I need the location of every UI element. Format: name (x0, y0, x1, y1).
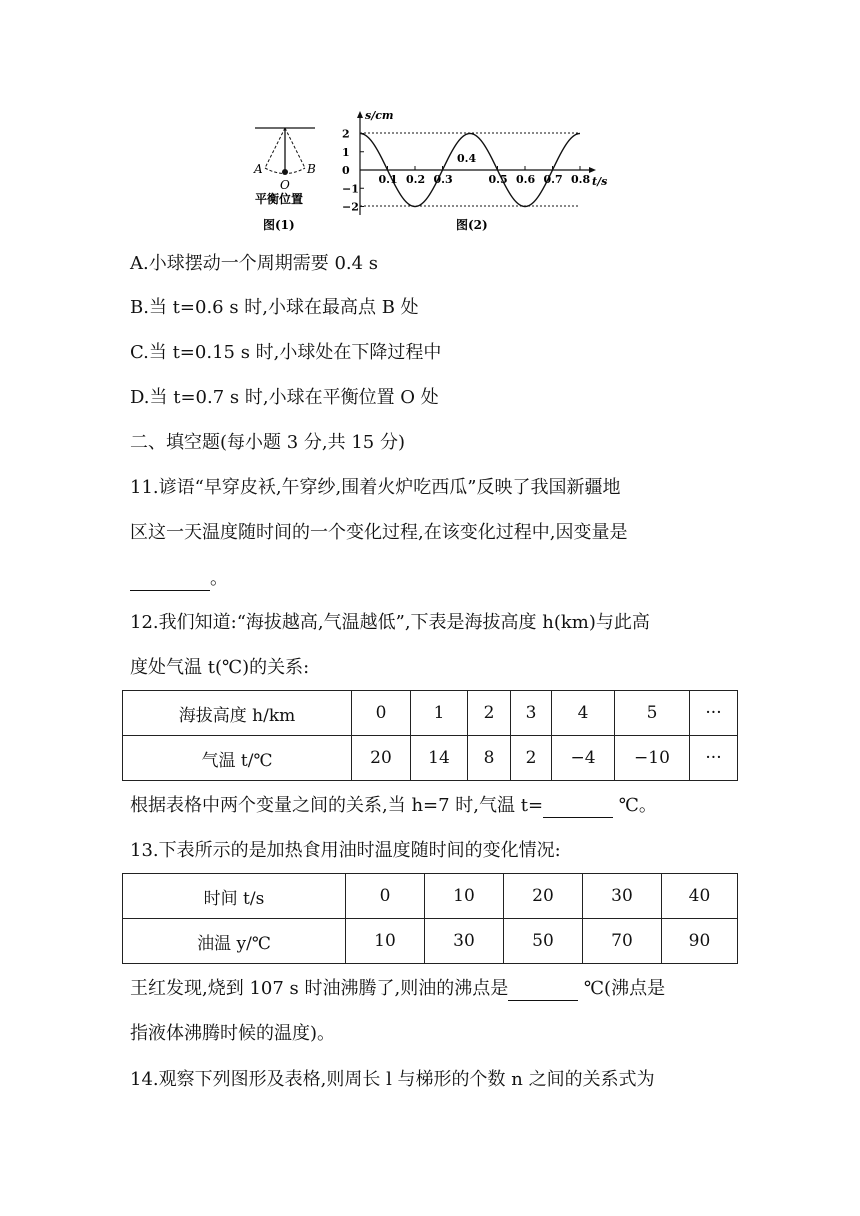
x-tick-label: 0.2 (406, 173, 426, 186)
table-cell: 时间 t/s (123, 874, 346, 919)
q14-line1: 14.观察下列图形及表格,则周长 l 与梯形的个数 n 之间的关系式为 (130, 1069, 655, 1090)
table-cell: 20 (504, 874, 583, 919)
table-cell: 1 (411, 691, 468, 736)
equilibrium-label: 平衡位置 (255, 192, 304, 206)
q12-line1: 12.我们知道:“海拔越高,气温越低”,下表是海拔高度 h(km)与此高 (130, 612, 650, 633)
x-tick-label: 0.3 (433, 173, 453, 186)
x-tick-label: 0.5 (488, 173, 508, 186)
figure-area (245, 105, 625, 235)
oil-temp-table (122, 873, 738, 964)
figures-svg (245, 105, 625, 235)
q11-line1: 11.谚语“早穿皮袄,午穿纱,围着火炉吃西瓜”反映了我国新疆地 (130, 477, 621, 498)
label-b: B (307, 162, 316, 176)
table-cell: 90 (662, 919, 738, 964)
x-tick-label: 0.7 (543, 173, 563, 186)
q13-followup-text: 王红发现,烧到 107 s 时油沸腾了,则油的沸点是 (130, 978, 509, 999)
q13-line3: 指液体沸腾时候的温度)。 (130, 1023, 336, 1044)
table-cell: ··· (690, 691, 738, 736)
q12-followup-text: 根据表格中两个变量之间的关系,当 h=7 时,气温 t= (130, 795, 544, 816)
table-cell: 0 (352, 691, 411, 736)
option-b: B.当 t=0.6 s 时,小球在最高点 B 处 (130, 297, 419, 318)
altitude-table (122, 690, 738, 781)
section-heading: 二、填空题(每小题 3 分,共 15 分) (130, 432, 406, 453)
x-axis-label: t/s (592, 175, 608, 188)
label-a: A (254, 162, 263, 176)
table-cell: 3 (511, 691, 552, 736)
pendulum-ball (282, 169, 288, 175)
table-cell: 20 (352, 736, 411, 781)
y-tick-label: 0 (342, 164, 350, 177)
table-cell: −10 (615, 736, 690, 781)
table-cell: 海拔高度 h/km (123, 691, 352, 736)
table-cell: 2 (468, 691, 511, 736)
x-tick-label: 0.6 (516, 173, 536, 186)
q12-followup-unit: ℃。 (613, 795, 657, 816)
y-tick-label: −2 (342, 200, 359, 214)
table-cell: 2 (511, 736, 552, 781)
table-row (123, 919, 738, 964)
q11-line2: 区这一天温度随时间的一个变化过程,在该变化过程中,因变量是 (130, 522, 628, 543)
pendulum-left-path (265, 128, 285, 168)
table-cell: 30 (583, 874, 662, 919)
figure1-caption: 图(1) (263, 218, 295, 232)
y-tick-label: 1 (342, 145, 350, 159)
table-cell: ··· (690, 736, 738, 781)
q13-followup-unit: ℃(沸点是 (578, 978, 666, 999)
y-tick-label: −1 (342, 182, 359, 196)
table-cell: 气温 t/℃ (123, 736, 352, 781)
table-cell: 0 (346, 874, 425, 919)
x-tick-label: 0.1 (378, 173, 398, 186)
y-axis-arrow (357, 111, 363, 118)
q12-line2: 度处气温 t(℃)的关系: (130, 657, 310, 678)
table-cell: 14 (411, 736, 468, 781)
table-row (123, 736, 738, 781)
graph-figure (342, 109, 607, 232)
q12-answer-blank[interactable] (543, 799, 613, 818)
y-axis-label: s/cm (365, 109, 394, 122)
q11-answer-blank[interactable] (130, 572, 210, 591)
option-d: D.当 t=0.7 s 时,小球在平衡位置 O 处 (130, 387, 439, 408)
q11-line3 (130, 567, 228, 591)
table-cell: 10 (425, 874, 504, 919)
table-row (123, 691, 738, 736)
table-cell: 10 (346, 919, 425, 964)
table-row (123, 874, 738, 919)
label-o: O (280, 178, 290, 192)
table-cell: 8 (468, 736, 511, 781)
table-cell: 40 (662, 874, 738, 919)
pendulum-right-path (285, 128, 305, 168)
q11-line3-tail: 。 (210, 568, 228, 589)
x-tick-label: 0.8 (571, 173, 591, 186)
table-cell: −4 (552, 736, 615, 781)
table-cell: 5 (615, 691, 690, 736)
figure2-caption: 图(2) (456, 218, 488, 232)
q13-followup (130, 977, 665, 1001)
q13-answer-blank[interactable] (508, 982, 578, 1001)
table-cell: 50 (504, 919, 583, 964)
option-c: C.当 t=0.15 s 时,小球处在下降过程中 (130, 342, 442, 363)
table-cell: 油温 y/℃ (123, 919, 346, 964)
table-cell: 4 (552, 691, 615, 736)
table-cell: 30 (425, 919, 504, 964)
mid-label: 0.4 (457, 152, 477, 165)
q12-followup (130, 794, 657, 818)
y-tick-label: 2 (342, 127, 350, 141)
option-a: A.小球摆动一个周期需要 0.4 s (130, 253, 379, 274)
q13-line1: 13.下表所示的是加热食用油时温度随时间的变化情况: (130, 840, 561, 861)
pendulum-figure (253, 128, 316, 232)
table-cell: 70 (583, 919, 662, 964)
